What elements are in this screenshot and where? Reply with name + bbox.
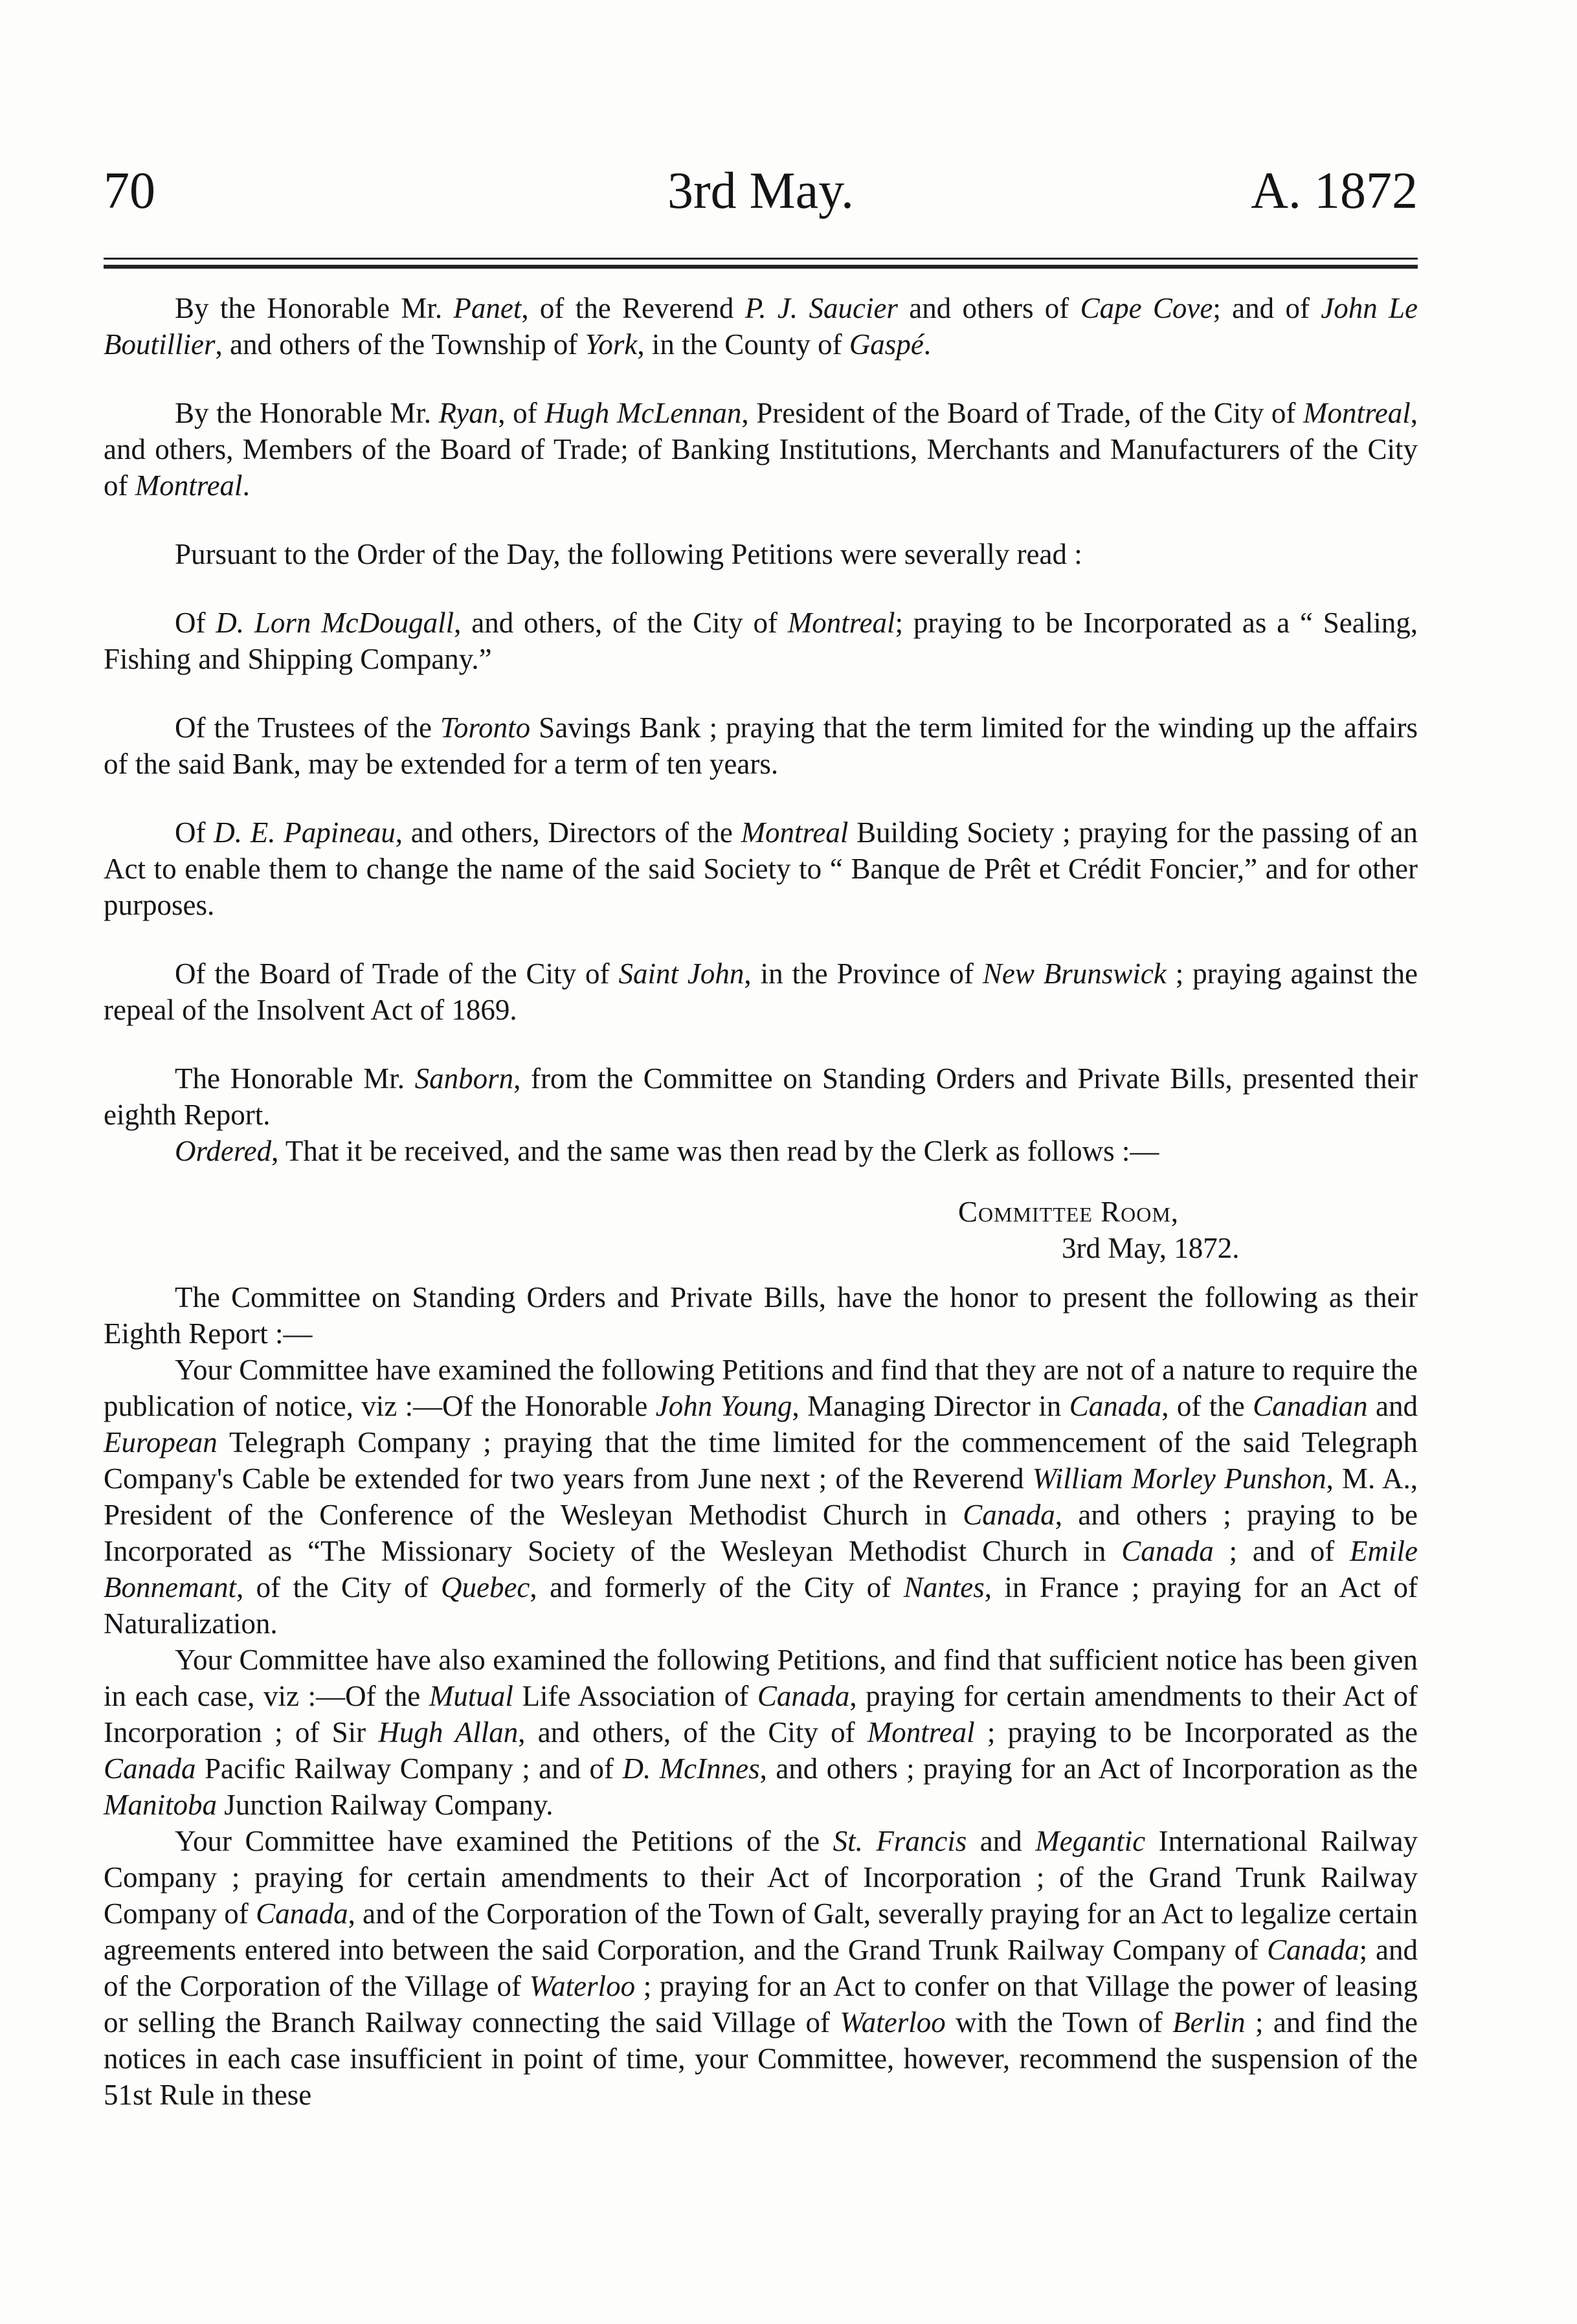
paragraph-petition-papineau: Of D. E. Papineau, and others, Directors of the Montreal Building Society ; praying for the passing of an Act to enable them to change the name of the said Society to “ Banque de Prêt et Crédit Foncier,” and for other purposes.: [104, 816, 1418, 921]
paragraph-petition-ryan: By the Honorable Mr. Ryan, of Hugh McLennan, President of the Board of Trade, of the City of Montreal, and others, Members of the Board of Trade; of Banking Institutions, Merchants and Manufacturers of the City of Montreal.: [104, 397, 1418, 502]
header-year: A. 1872: [1251, 162, 1418, 219]
page-header: [104, 155, 1418, 227]
signature-committee-room: Committee Room,: [958, 1196, 1180, 1228]
page-number: 70: [104, 162, 155, 219]
paragraph-report-petitions-no-notice: Your Committee have examined the following Petitions and find that they are not of a nature to require the publication of notice, viz :—Of the Honorable John Young, Managing Director in Canada, of the Canadian and European Telegraph Company ; praying that the time limited for the commencement of the said Telegraph Company's Cable be extended for two years from June next ; of the Reverend William Morley Punshon, M. A., President of the Conference of the Wesleyan Methodist Church in Canada, and others ; praying to be Incorporated as “The Missionary Society of the Wesleyan Methodist Church in Canada ; and of Emile Bonnemant, of the City of Quebec, and formerly of the City of Nantes, in France ; praying for an Act of Naturalization.: [104, 1354, 1418, 1640]
paragraph-report-intro: The Committee on Standing Orders and Private Bills, have the honor to present the following as their Eighth Report :—: [104, 1281, 1418, 1350]
header-rule-thick: [104, 265, 1418, 269]
paragraph-report-insufficient-notice: Your Committee have examined the Petitions of the St. Francis and Megantic International Railway Company ; praying for certain amendments to their Act of Incorporation ; of the Grand Trunk Railway Company of Canada, and of the Corporation of the Town of Galt, severally praying for an Act to legalize certain agreements entered into between the said Corporation, and the Grand Trunk Railway Company of Canada; and of the Corporation of the Village of Waterloo ; praying for an Act to confer on that Village the power of leasing or selling the Branch Railway connecting the said Village of Waterloo with the Town of Berlin ; and find the notices in each case insufficient in point of time, your Committee, however, recommend the suspension of the 51st Rule in these: [104, 1825, 1418, 2111]
header-rule-thin: [104, 258, 1418, 260]
paragraph-petition-toronto-savings: Of the Trustees of the Toronto Savings Bank ; praying that the term limited for the winding up the affairs of the said Bank, may be extended for a term of ten years.: [104, 711, 1418, 780]
paragraph-ordered: Ordered, That it be received, and the same was then read by the Clerk as follows :—: [175, 1135, 1159, 1167]
paragraph-petition-mcdougall: Of D. Lorn McDougall, and others, of the City of Montreal; praying to be Incorporated as a “ Sealing, Fishing and Shipping Company.”: [104, 607, 1418, 675]
header-date: 3rd May.: [667, 162, 855, 219]
paragraph-sanborn-report: The Honorable Mr. Sanborn, from the Committee on Standing Orders and Private Bills, presented their eighth Report.: [104, 1062, 1418, 1131]
committee-signature: [104, 1194, 1418, 1266]
page-body: [104, 290, 1418, 2113]
paragraph-report-sufficient-notice: Your Committee have also examined the following Petitions, and find that sufficient notice has been given in each case, viz :—Of the Mutual Life Association of Canada, praying for certain amendments to their Act of Incorporation ; of Sir Hugh Allan, and others, of the City of Montreal ; praying to be Incorporated as the Canada Pacific Railway Company ; and of D. McInnes, and others ; praying for an Act of Incorporation as the Manitoba Junction Railway Company.: [104, 1644, 1418, 1821]
paragraph-order-of-day: Pursuant to the Order of the Day, the following Petitions were severally read :: [175, 538, 1082, 570]
paragraph-petition-panet: By the Honorable Mr. Panet, of the Reverend P. J. Saucier and others of Cape Cove; and of John Le Boutillier, and others of the Township of York, in the County of Gaspé.: [104, 292, 1418, 361]
paragraph-petition-saint-john: Of the Board of Trade of the City of Saint John, in the Province of New Brunswick ; praying against the repeal of the Insolvent Act of 1869.: [104, 957, 1418, 1026]
signature-date: 3rd May, 1872.: [1062, 1232, 1240, 1264]
